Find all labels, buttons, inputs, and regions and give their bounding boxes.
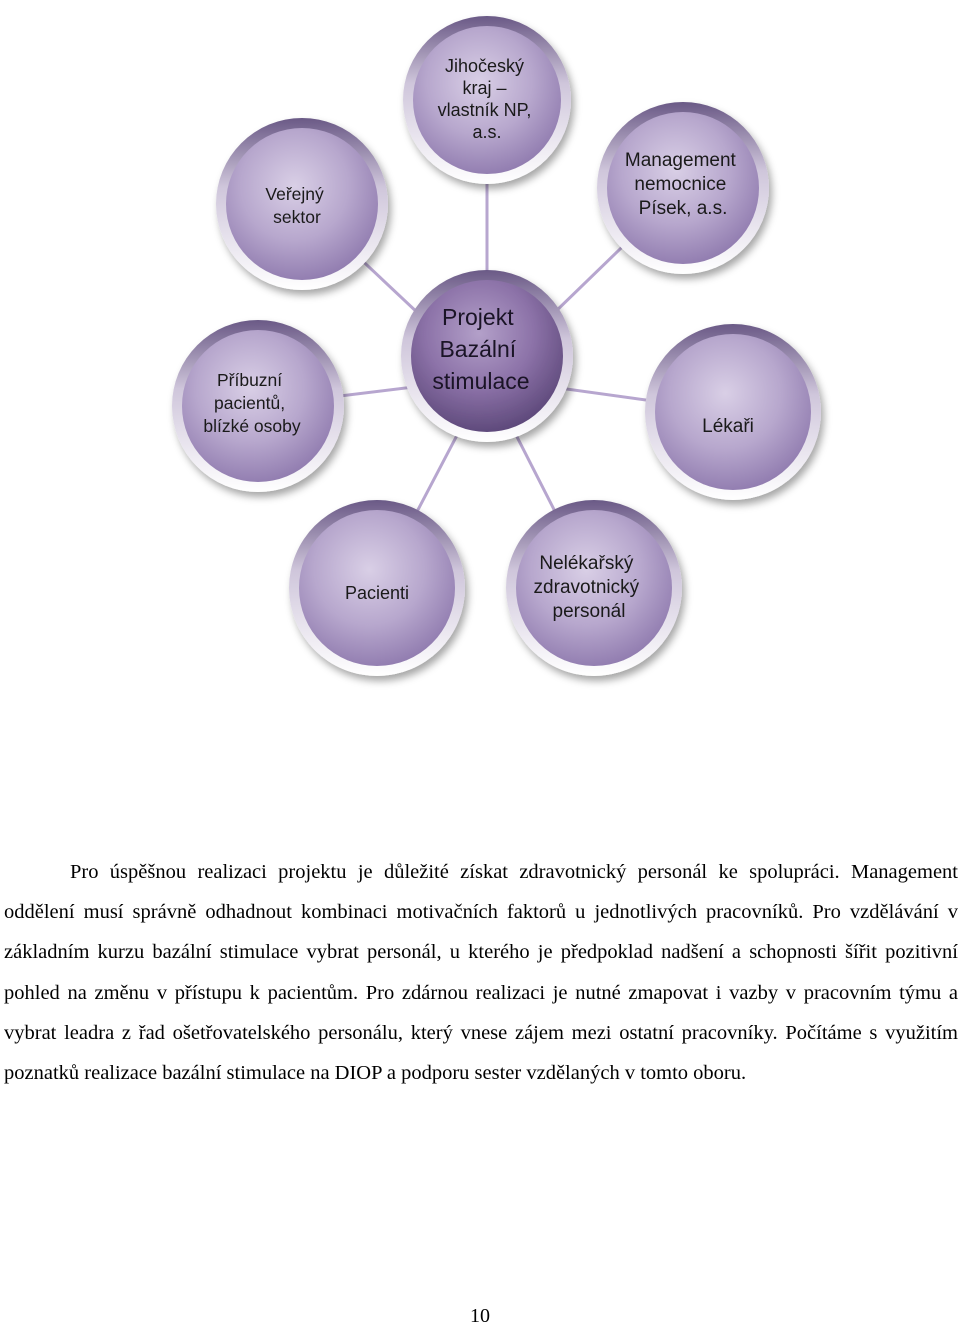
body-paragraph [4, 852, 958, 1093]
label-lekari [702, 416, 754, 437]
node-lekari [645, 324, 821, 500]
label-line: kraj – [462, 78, 507, 98]
label-center [432, 304, 529, 394]
label-line: stimulace [432, 368, 530, 394]
label-management-nemocnice [625, 150, 741, 219]
label-line: Management [624, 150, 736, 171]
label-line: vlastník NP, [437, 100, 532, 120]
label-pacienti [345, 583, 409, 603]
label-line: sektor [273, 207, 321, 227]
label-line: Nelékařský [539, 553, 634, 574]
label-line: Jihočeský [444, 56, 525, 76]
label-line: a.s. [472, 122, 502, 142]
label-line: blízké osoby [203, 416, 301, 436]
label-line: pacientů, [214, 393, 286, 413]
label-line: Veřejný [265, 184, 324, 204]
label-line: Písek, a.s. [638, 198, 728, 219]
label-line: Pacienti [344, 583, 410, 603]
label-line: zdravotnický [533, 577, 640, 598]
label-line: personál [552, 601, 626, 622]
label-line: Projekt [442, 304, 514, 330]
paragraph-text: Pro úspěšnou realizaci projektu je důležité získat zdravotnický personál ke spolupráci. Management oddělení musí správně odhadnout kombinaci motivačních faktorů u jednotlivých pracovníků. Pro vzdělávání v základním kurzu bazální stimulace vybrat personál, u kterého je předpoklad nadšení a schopnosti šířit pozitivní pohled na změnu v přístupu k pacientům. Pro zdárnou realizaci je nutné zmapovat i vazby v pracovním týmu a vybrat leadra z řad ošetřovatelského personálu, který vnese zájem mezi ostatní pracovníky. Počítáme s využitím poznatků realizace bazální stimulace na DIOP a podporu sester vzdělaných v tomto oboru. [4, 861, 958, 1085]
page-number: 10 [470, 1305, 490, 1327]
label-line: Lékaři [702, 416, 754, 437]
body-paragraph-block [4, 852, 958, 1093]
label-line: nemocnice [634, 174, 727, 195]
label-line: Bazální [439, 336, 517, 362]
label-pribuzni [203, 370, 301, 436]
label-line: Příbuzní [216, 370, 283, 390]
node-verejny-sektor [216, 118, 388, 290]
